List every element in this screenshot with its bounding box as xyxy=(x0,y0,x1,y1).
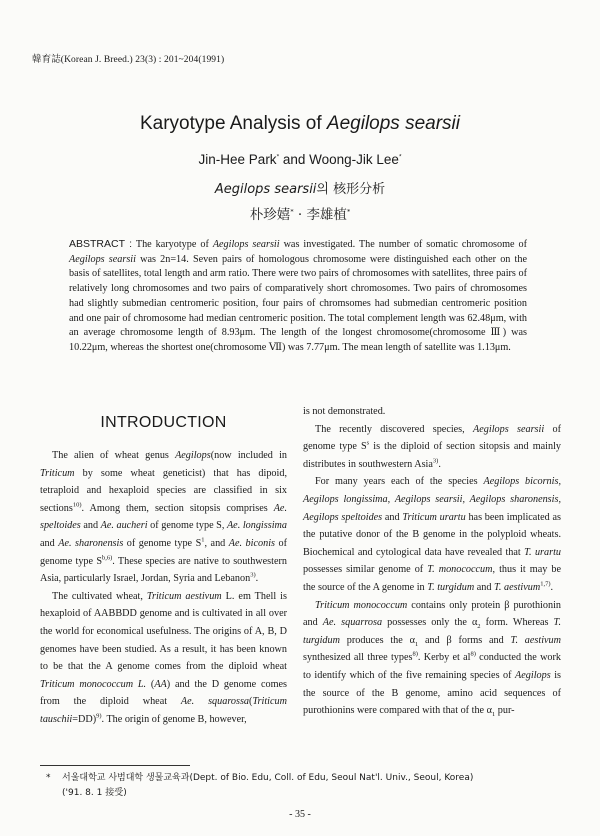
author-list xyxy=(0,152,600,167)
citation: b,6) xyxy=(101,554,113,562)
abstract-text: The karyotype of xyxy=(135,239,213,250)
citation: 3) xyxy=(432,457,439,465)
citation: 10) xyxy=(72,501,82,509)
citation: 9) xyxy=(96,712,102,720)
title-prefix: Karyotype Analysis of xyxy=(139,113,322,134)
korean-title-rest: 의 核形分析 xyxy=(316,182,386,197)
footnote-mark: * xyxy=(46,773,51,783)
right-column xyxy=(303,403,561,720)
citation: 8) xyxy=(470,650,476,658)
korean-author-separator: · xyxy=(293,207,307,223)
paragraph: is not demonstrated. xyxy=(303,406,386,417)
page-number: - 35 - xyxy=(289,809,311,820)
journal-citation: 韓育誌(Korean J. Breed.) 23(3) : 201~204(1991) xyxy=(32,55,225,65)
korean-author-list xyxy=(0,203,600,223)
author-second-mark: * xyxy=(398,153,402,161)
section-heading-introduction: INTRODUCTION xyxy=(100,414,227,431)
paragraph: For many years each of the species Aegilops bicornis, Aegilops longissima, Aegilops searsii, Aegilops sharonensis, Aegilops speltoides and Triticum urartu has been implicated as the putative donor of the B genome in the polyploid wheats. Biochemical and cytological data have revealed that T. urartu possesses similar genome of T. monococcum, thus it may be the source of the A genome in T. turgidum and T. aestivum$^{1,7)}$. xyxy=(303,476,561,593)
korean-author-first-mark: * xyxy=(290,207,294,216)
abstract xyxy=(69,237,527,356)
left-column xyxy=(40,447,287,729)
abstract-text: was 2n=14. Seven pairs of homologous chromosome were distinguished each other on the basis of satellites, total length and arm ratio. There were two pairs of chromosomes with satellites, three pairs of relatively long chromosomes and two pairs of comparatively short chromosomes. Two pairs of chromosomes had slightly submedian centromeric position, four pairs of chromsomes had submedian centromeric position and one pair of chromosome had median centromeric position. The total complement length was 62.48μm, with an average chromosome length of 8.93μm. The length of the longest chromosome(chromosome Ⅲ) was 10.22μm, whereas the shortest one(chromosome Ⅶ) was 7.77μm. The mean length of satellite was 1.13μm. xyxy=(69,253,527,353)
author-second: Woong-Jik Lee xyxy=(309,152,399,167)
footnote xyxy=(46,771,474,800)
korean-author-second-mark: * xyxy=(346,207,351,216)
footnote-received-date: ('91. 8. 1 接受) xyxy=(62,787,127,798)
citation: 8) xyxy=(412,650,418,658)
author-first-mark: * xyxy=(276,153,280,161)
paragraph: The recently discovered species, Aegilops searsii of genome type $S^s$ is the diploid of section sitopsis and mainly distributes in southwestern Asia$^{3)}$. xyxy=(303,423,561,470)
korean-title xyxy=(0,178,600,197)
korean-author-second: 李雄植 xyxy=(306,207,347,223)
author-connector: and xyxy=(279,152,310,167)
abstract-text: was investigated. The number of somatic chromosome of xyxy=(279,239,527,250)
abstract-species: Aegilops searsii xyxy=(69,253,136,265)
footnote-divider xyxy=(40,765,190,766)
author-first: Jin-Hee Park xyxy=(198,152,277,167)
citation: 3) xyxy=(250,571,256,579)
korean-author-first: 朴珍嬉 xyxy=(249,207,291,223)
abstract-species: Aegilops searsii xyxy=(212,239,280,250)
paper-title xyxy=(0,113,600,135)
paragraph: Triticum monococcum contains only protein β purothionin and Ae. squarrosa possesses only the $\alpha_2$ form. Whereas T. turgidum produces the $\alpha_1$ and β forms and T. aestivum synthesized all three types$^{8)}$. Kerby et $al^{8)}$ conducted the work to identify which of the five remaining species of Aegilops is the source of the B genome, amino acid sequences of purothionins were compared with that of the $\alpha_1$ pur- xyxy=(303,599,562,719)
abstract-label: ABSTRACT : xyxy=(69,238,133,250)
korean-title-species: Aegilops searsii xyxy=(214,182,317,197)
paragraph: The cultivated wheat, Triticum aestivum L. em Thell is hexaploid of AABBDD genome and is cultivated in all over the world for economical usefulness. The origins of A, B, D genomes have been studied. As a result, it has been known to be that the A genome comes from the diploid wheat Triticum monococcum L. (AA) and the D genome comes from the diploid wheat Ae. squarossa(Triticum tauschii=DD)$^{9)}$. The origin of genome B, however, xyxy=(40,590,287,725)
citation: 1,7) xyxy=(540,580,551,588)
paragraph: The alien of wheat genus Aegilops(now included in Triticum by some wheat geneticist) that has dipoid, tetraploid and hexaploid species are classified in six sections$^{10)}$. Among them, section sitopsis comprises Ae. speltoides and Ae. aucheri of genome type S, Ae. longissima and Ae. sharonensis of genome type $S^1$, and Ae. biconis of genome type S$^{b,6)}$. These species are native to southwestern Asia, particularly Israel, Jordan, Syria and Lebanon$^{3)}$. xyxy=(40,450,287,585)
footnote-affiliation: 서울대학교 사범대학 생물교육과(Dept. of Bio. Edu, Coll. of Edu, Seoul Nat'l. Univ., Seoul, Korea) xyxy=(62,773,474,783)
title-species: Aegilops searsii xyxy=(326,113,460,134)
